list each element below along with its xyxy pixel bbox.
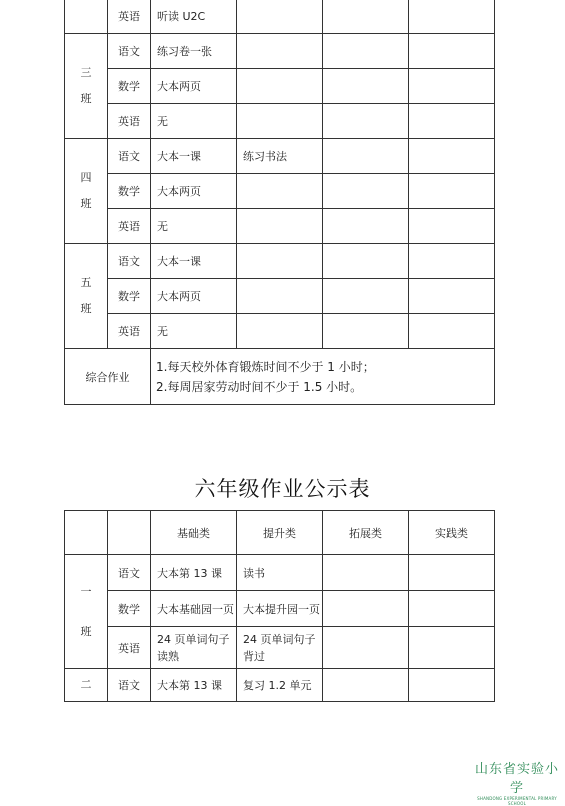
class-label: 四 班 <box>80 171 92 210</box>
table-row <box>65 244 495 279</box>
extend-cell <box>323 555 409 591</box>
practice-cell <box>409 555 495 591</box>
class-label: 五 班 <box>80 276 92 315</box>
homework-table-grade5 <box>64 0 495 405</box>
subject-cell: 语文 <box>108 669 151 702</box>
logo-english-name: SHANDONG EXPERIMENTAL PRIMARY SCHOOL <box>477 796 557 806</box>
improve-cell: 练习书法 <box>237 139 323 174</box>
header-practice: 实践类 <box>409 511 495 555</box>
improve-cell <box>237 0 323 34</box>
class-cell: 二 <box>65 669 108 702</box>
improve-cell <box>237 244 323 279</box>
header-row <box>65 511 495 555</box>
practice-cell <box>409 591 495 627</box>
header-improve: 提升类 <box>237 511 323 555</box>
basic-cell: 无 <box>151 314 237 349</box>
extend-cell <box>323 0 409 34</box>
comprehensive-line-2: 2.每周居家劳动时间不少于 1.5 小时。 <box>156 379 363 394</box>
extend-cell <box>323 209 409 244</box>
class-label: 三 班 <box>80 66 92 105</box>
subject-cell: 数学 <box>108 174 151 209</box>
header-basic: 基础类 <box>151 511 237 555</box>
table-row <box>65 279 495 314</box>
practice-cell <box>409 627 495 669</box>
improve-cell <box>237 69 323 104</box>
extend-cell <box>323 34 409 69</box>
practice-cell <box>409 669 495 702</box>
table-row <box>65 555 495 591</box>
basic-cell: 大本两页 <box>151 174 237 209</box>
basic-cell: 练习卷一张 <box>151 34 237 69</box>
practice-cell <box>409 279 495 314</box>
basic-cell: 无 <box>151 104 237 139</box>
subject-cell: 语文 <box>108 555 151 591</box>
improve-cell <box>237 34 323 69</box>
extend-cell <box>323 279 409 314</box>
comprehensive-label: 综合作业 <box>65 349 151 405</box>
table-row <box>65 314 495 349</box>
basic-cell: 大本第 13 课 <box>151 669 237 702</box>
homework-table-grade6 <box>64 510 495 702</box>
subject-cell: 英语 <box>108 209 151 244</box>
table-row <box>65 174 495 209</box>
extend-cell <box>323 69 409 104</box>
subject-cell: 英语 <box>108 104 151 139</box>
practice-cell <box>409 244 495 279</box>
improve-cell <box>237 174 323 209</box>
class-cell <box>65 34 108 139</box>
basic-cell: 大本两页 <box>151 279 237 314</box>
page-title: 六年级作业公示表 <box>194 477 371 501</box>
extend-cell <box>323 627 409 669</box>
comprehensive-line-1: 1.每天校外体育锻炼时间不少于 1 小时； <box>156 359 375 374</box>
improve-cell: 复习 1.2 单元 <box>237 669 323 702</box>
comprehensive-content <box>151 349 495 405</box>
table-row <box>65 627 495 669</box>
basic-cell: 24 页单词句子读熟 <box>151 627 237 669</box>
basic-cell: 大本基础园一页 <box>151 591 237 627</box>
table-row <box>65 104 495 139</box>
practice-cell <box>409 139 495 174</box>
table-row <box>65 209 495 244</box>
basic-cell: 大本两页 <box>151 69 237 104</box>
extend-cell <box>323 244 409 279</box>
table-row <box>65 591 495 627</box>
improve-cell <box>237 279 323 314</box>
subject-cell: 英语 <box>108 314 151 349</box>
practice-cell <box>409 69 495 104</box>
basic-cell: 听读 U2C <box>151 0 237 34</box>
improve-cell <box>237 104 323 139</box>
extend-cell <box>323 591 409 627</box>
practice-cell <box>409 34 495 69</box>
comprehensive-row <box>65 349 495 405</box>
extend-cell <box>323 174 409 209</box>
class-cell <box>65 0 108 34</box>
practice-cell <box>409 174 495 209</box>
header-extend: 拓展类 <box>323 511 409 555</box>
basic-cell: 大本第 13 课 <box>151 555 237 591</box>
header-subject-cell <box>108 511 151 555</box>
subject-cell: 语文 <box>108 139 151 174</box>
table-row <box>65 69 495 104</box>
basic-cell: 大本一课 <box>151 139 237 174</box>
subject-cell: 数学 <box>108 279 151 314</box>
subject-cell: 英语 <box>108 627 151 669</box>
subject-cell: 英语 <box>108 0 151 34</box>
class-label: 一 班 <box>80 584 92 638</box>
extend-cell <box>323 104 409 139</box>
table-row <box>65 139 495 174</box>
improve-cell: 大本提升园一页 <box>237 591 323 627</box>
practice-cell <box>409 209 495 244</box>
class-cell <box>65 555 108 669</box>
table-row <box>65 34 495 69</box>
school-logo <box>472 758 562 806</box>
basic-cell: 大本一课 <box>151 244 237 279</box>
header-class-cell <box>65 511 108 555</box>
practice-cell <box>409 104 495 139</box>
extend-cell <box>323 139 409 174</box>
subject-cell: 语文 <box>108 244 151 279</box>
extend-cell <box>323 669 409 702</box>
improve-cell <box>237 314 323 349</box>
class-cell <box>65 244 108 349</box>
improve-cell <box>237 209 323 244</box>
class-cell <box>65 139 108 244</box>
improve-cell: 24 页单词句子背过 <box>237 627 323 669</box>
practice-cell <box>409 0 495 34</box>
subject-cell: 数学 <box>108 69 151 104</box>
subject-cell: 语文 <box>108 34 151 69</box>
table-row <box>65 0 495 34</box>
table-row <box>65 669 495 702</box>
subject-cell: 数学 <box>108 591 151 627</box>
improve-cell: 读书 <box>237 555 323 591</box>
extend-cell <box>323 314 409 349</box>
logo-chinese-name: 山东省实验小学 <box>474 762 559 796</box>
practice-cell <box>409 314 495 349</box>
basic-cell: 无 <box>151 209 237 244</box>
